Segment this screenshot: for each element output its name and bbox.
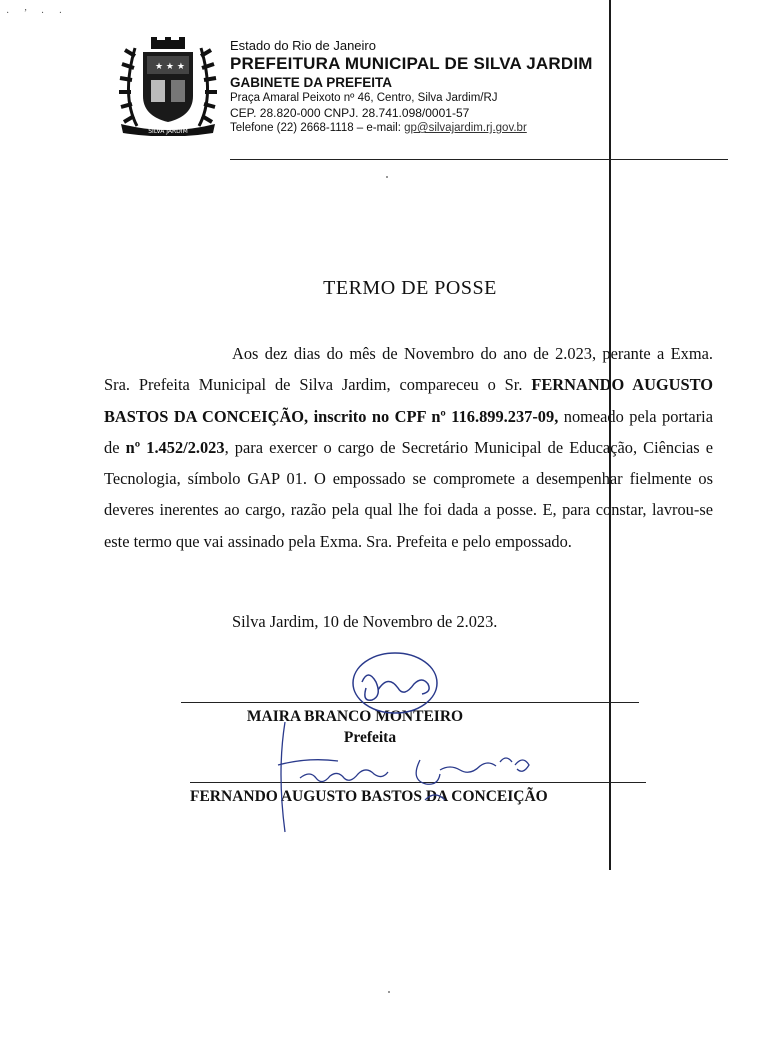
appointee-name: FERNANDO AUGUSTO BASTOS DA CONCEIÇÃO [190,788,548,805]
appointee-identification: FERNANDO AUGUSTO BASTOS DA CONCEIÇÃO, inscrito no CPF nº 116.899.237-09, [104,375,713,426]
appointee-handwritten-signature [278,722,529,832]
office-name: GABINETE DA PREFEITA [230,75,393,90]
prefecture-name: PREFEITURA MUNICIPAL DE SILVA JARDIM [230,54,593,73]
portaria-number: nº 1.452/2.023 [125,437,225,457]
body-paragraph: Aos dez dias do mês de Novembro do ano de 2.023, perante a Exma. Sra. Prefeita Municipal de Silva Jardim, compareceu o Sr. FERNANDO AUGUSTO BASTOS DA CONCEIÇÃO, inscrito no CPF nº 116.899.237-09, nomeado pela portaria de nº 1.452/2.023, para exercer o cargo de Secretário Municipal de Educação, Ciências e Tecnologia, símbolo GAP 01. O empossado se compromete a desempenhar fielmente os deveres inerentes ao cargo, razão pela qual lhe foi dada a posse. E, para constar, lavrou-se este termo que vai assinado pela Exma. Sra. Prefeita e pelo empossado. [104,344,714,551]
svg-text:SILVA JARDIM: SILVA JARDIM [148,128,188,135]
address: Praça Amaral Peixoto nº 46, Centro, Silva Jardim/RJ [230,92,498,104]
phone-text: Telefone (22) 2668-1118 – e-mail: [230,122,405,134]
cep-cnpj: CEP. 28.820-000 CNPJ. 28.741.098/0001-57 [230,106,470,120]
mayor-handwritten-signature [353,653,437,713]
email-link[interactable]: gp@silvajardim.rj.gov.br [404,122,527,134]
svg-text:★ ★ ★: ★ ★ ★ [155,62,185,72]
scan-specks: · ’ · · [6,8,69,19]
mayor-role: Prefeita [343,729,397,746]
state-name: Estado do Rio de Janeiro [230,38,376,53]
document-title: TERMO DE POSSE [323,277,497,299]
date-line: Silva Jardim, 10 de Novembro de 2.023. [232,612,498,631]
mayor-name: MAIRA BRANCO MONTEIRO [246,708,464,725]
